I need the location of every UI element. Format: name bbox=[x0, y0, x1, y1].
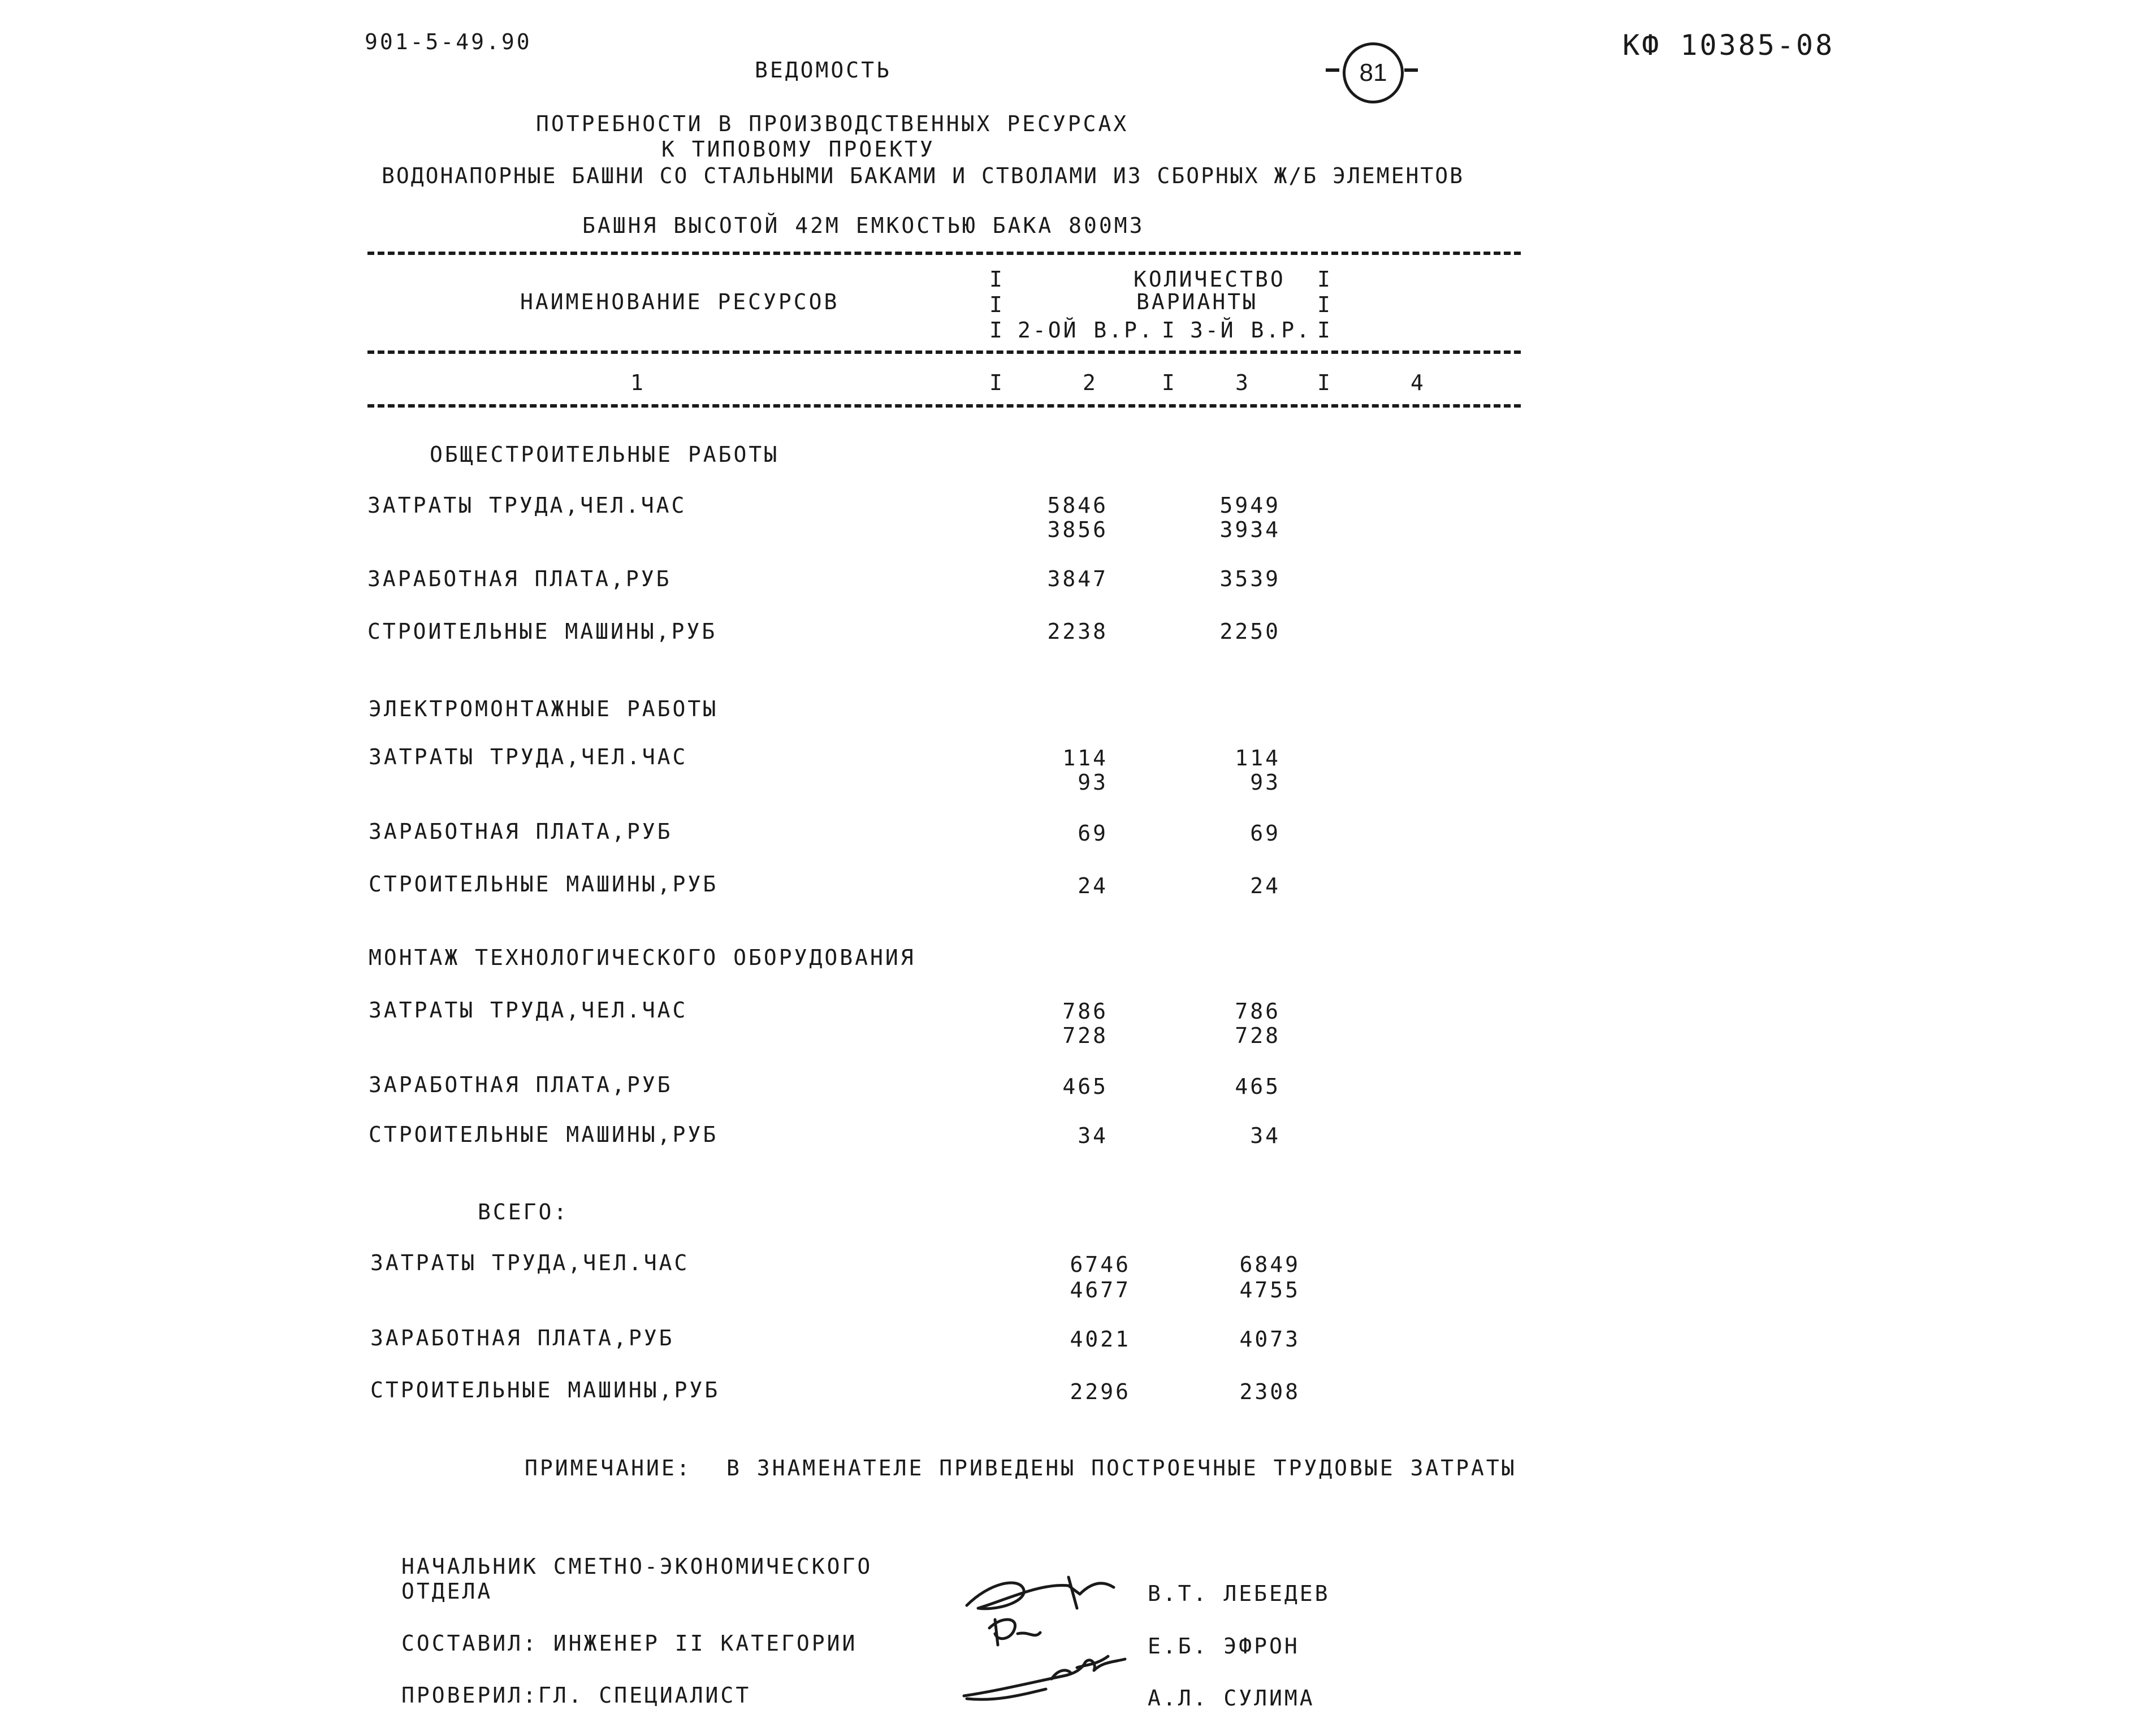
row-value-col3: 3539 bbox=[1219, 566, 1281, 591]
row-label: СТРОИТЕЛЬНЫЕ МАШИНЫ,РУБ bbox=[369, 1122, 719, 1147]
col-num-2: 2 bbox=[1083, 370, 1098, 395]
header-sep: I bbox=[1317, 292, 1333, 317]
header-resource-name: НАИМЕНОВАНИЕ РЕСУРСОВ bbox=[520, 289, 840, 314]
col-num-sep: I bbox=[1317, 370, 1333, 395]
subtitle-resources: ПОТРЕБНОСТИ В ПРОИЗВОДСТВЕННЫХ РЕСУРСАХ bbox=[536, 111, 1129, 136]
row-label: ЗАРАБОТНАЯ ПЛАТА,РУБ bbox=[369, 819, 673, 844]
header-sep: I bbox=[1317, 318, 1333, 343]
row-label: СТРОИТЕЛЬНЫЕ МАШИНЫ,РУБ bbox=[370, 1378, 720, 1402]
signature-role: ПРОВЕРИЛ:ГЛ. СПЕЦИАЛИСТ bbox=[401, 1683, 751, 1708]
subtitle-object: ВОДОНАПОРНЫЕ БАШНИ СО СТАЛЬНЫМИ БАКАМИ И СТВОЛАМИ ИЗ СБОРНЫХ Ж/Б ЭЛЕМЕНТОВ bbox=[382, 163, 1464, 188]
row-label: ЗАРАБОТНАЯ ПЛАТА,РУБ bbox=[367, 566, 672, 591]
row-value-col2: 2296 bbox=[1070, 1379, 1131, 1404]
row-value-col2: 2238 bbox=[1047, 619, 1108, 644]
stamp-left-tick bbox=[1326, 68, 1339, 72]
row-value-col2: 465 bbox=[1062, 1074, 1108, 1099]
handwritten-signatures bbox=[955, 1560, 1148, 1718]
archive-number: КФ 10385-08 bbox=[1623, 29, 1835, 62]
row-label: СТРОИТЕЛЬНЫЕ МАШИНЫ,РУБ bbox=[369, 872, 719, 897]
header-variants: ВАРИАНТЫ bbox=[1136, 289, 1258, 314]
row-value-col3: 6849 bbox=[1239, 1252, 1300, 1277]
row-value-col3: 786 bbox=[1235, 999, 1281, 1024]
document-title: ВЕДОМОСТЬ bbox=[755, 58, 892, 83]
row-value-col2: 5846 bbox=[1047, 493, 1108, 518]
row-value-col3: 69 bbox=[1250, 821, 1281, 846]
row-value-col3: 24 bbox=[1250, 873, 1281, 898]
doc-code: 901-5-49.90 bbox=[365, 29, 532, 54]
row-value-col3: 2308 bbox=[1239, 1379, 1300, 1404]
row-value-col2: 69 bbox=[1078, 821, 1108, 846]
row-value-col3-denominator: 4755 bbox=[1239, 1278, 1300, 1302]
note-text: В ЗНАМЕНАТЕЛЕ ПРИВЕДЕНЫ ПОСТРОЕЧНЫЕ ТРУДОВЫЕ ЗАТРАТЫ bbox=[726, 1456, 1517, 1480]
row-label: ЗАТРАТЫ ТРУДА,ЧЕЛ.ЧАС bbox=[369, 998, 688, 1023]
row-label: СТРОИТЕЛЬНЫЕ МАШИНЫ,РУБ bbox=[367, 619, 717, 644]
row-value-col2: 114 bbox=[1062, 746, 1108, 770]
row-value-col2: 4021 bbox=[1070, 1327, 1131, 1352]
row-value-col3: 114 bbox=[1235, 746, 1281, 770]
header-col3: 3-Й В.Р. bbox=[1190, 318, 1312, 343]
signature-role: СОСТАВИЛ: ИНЖЕНЕР II КАТЕГОРИИ bbox=[401, 1631, 858, 1656]
row-label: ЗАТРАТЫ ТРУДА,ЧЕЛ.ЧАС bbox=[369, 744, 688, 769]
header-sep: I bbox=[989, 292, 1005, 317]
row-value-col3-denominator: 93 bbox=[1250, 770, 1281, 795]
tower-description: БАШНЯ ВЫСОТОЙ 42М ЕМКОСТЬЮ БАКА 800М3 bbox=[582, 213, 1145, 238]
header-col2: 2-ОЙ В.Р. bbox=[1018, 318, 1154, 343]
stamp-right-tick bbox=[1404, 68, 1418, 72]
note-label: ПРИМЕЧАНИЕ: bbox=[525, 1456, 692, 1480]
section-title: ОБЩЕСТРОИТЕЛЬНЫЕ РАБОТЫ bbox=[430, 442, 780, 467]
row-value-col3: 34 bbox=[1250, 1123, 1281, 1148]
header-sep: I bbox=[989, 267, 1005, 292]
header-quantity: КОЛИЧЕСТВО bbox=[1134, 267, 1286, 292]
section-title: МОНТАЖ ТЕХНОЛОГИЧЕСКОГО ОБОРУДОВАНИЯ bbox=[369, 945, 916, 970]
signature-name: В.Т. ЛЕБЕДЕВ bbox=[1148, 1581, 1330, 1606]
page-number-stamp bbox=[1343, 42, 1404, 103]
row-value-col3-denominator: 3934 bbox=[1219, 517, 1281, 542]
row-value-col3: 465 bbox=[1235, 1074, 1281, 1099]
section-title: ЭЛЕКТРОМОНТАЖНЫЕ РАБОТЫ bbox=[369, 696, 719, 721]
row-label: ЗАРАБОТНАЯ ПЛАТА,РУБ bbox=[369, 1072, 673, 1097]
header-sep: I bbox=[1317, 267, 1333, 292]
row-value-col3-denominator: 728 bbox=[1235, 1023, 1281, 1048]
row-value-col2-denominator: 93 bbox=[1078, 770, 1108, 795]
signature-role: НАЧАЛЬНИК СМЕТНО-ЭКОНОМИЧЕСКОГО ОТДЕЛА bbox=[401, 1554, 873, 1604]
subtitle-project: К ТИПОВОМУ ПРОЕКТУ bbox=[661, 137, 935, 162]
table-top-rule bbox=[367, 252, 1521, 255]
row-value-col2: 3847 bbox=[1047, 566, 1108, 591]
page-number: 81 bbox=[1359, 59, 1387, 86]
col-num-3: 3 bbox=[1235, 370, 1251, 395]
signature-name: Е.Б. ЭФРОН bbox=[1148, 1634, 1300, 1659]
row-label: ЗАТРАТЫ ТРУДА,ЧЕЛ.ЧАС bbox=[367, 493, 687, 518]
header-bottom-rule bbox=[367, 404, 1521, 408]
row-value-col3: 4073 bbox=[1239, 1327, 1300, 1352]
row-value-col2-denominator: 4677 bbox=[1070, 1278, 1131, 1302]
col-num-1: 1 bbox=[630, 370, 646, 395]
row-value-col3: 5949 bbox=[1219, 493, 1281, 518]
header-sep: I bbox=[989, 318, 1005, 343]
row-value-col2: 6746 bbox=[1070, 1252, 1131, 1277]
row-value-col2-denominator: 3856 bbox=[1047, 517, 1108, 542]
row-value-col2: 24 bbox=[1078, 873, 1108, 898]
row-value-col3: 2250 bbox=[1219, 619, 1281, 644]
row-value-col2-denominator: 728 bbox=[1062, 1023, 1108, 1048]
col-num-4: 4 bbox=[1411, 370, 1426, 395]
col-num-sep: I bbox=[1162, 370, 1177, 395]
totals-title: ВСЕГО: bbox=[478, 1200, 569, 1224]
signature-name: А.Л. СУЛИМА bbox=[1148, 1686, 1315, 1711]
row-label: ЗАРАБОТНАЯ ПЛАТА,РУБ bbox=[370, 1326, 674, 1350]
row-label: ЗАТРАТЫ ТРУДА,ЧЕЛ.ЧАС bbox=[370, 1250, 690, 1275]
header-sep: I bbox=[1162, 318, 1177, 343]
row-value-col2: 786 bbox=[1062, 999, 1108, 1024]
col-num-sep: I bbox=[989, 370, 1005, 395]
header-mid-rule bbox=[367, 350, 1521, 354]
row-value-col2: 34 bbox=[1078, 1123, 1108, 1148]
